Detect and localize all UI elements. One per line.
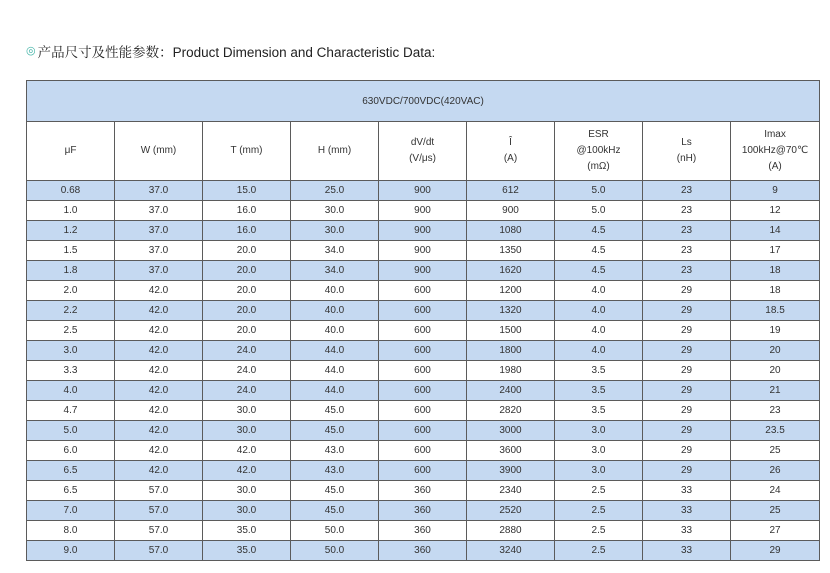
table-cell: 600 bbox=[379, 341, 467, 361]
table-cell: 1.0 bbox=[27, 201, 115, 221]
table-cell: 29 bbox=[731, 541, 820, 561]
table-cell: 20.0 bbox=[203, 241, 291, 261]
table-cell: 20.0 bbox=[203, 321, 291, 341]
table-cell: 29 bbox=[643, 401, 731, 421]
table-cell: 44.0 bbox=[291, 381, 379, 401]
table-body bbox=[27, 181, 820, 561]
table-cell: 3.3 bbox=[27, 361, 115, 381]
table-cell: 16.0 bbox=[203, 221, 291, 241]
table-cell: 20 bbox=[731, 361, 820, 381]
table-cell: 33 bbox=[643, 521, 731, 541]
table-cell: 4.5 bbox=[555, 261, 643, 281]
table-cell: 29 bbox=[643, 341, 731, 361]
table-cell: 33 bbox=[643, 481, 731, 501]
section-heading bbox=[26, 41, 435, 61]
table-cell: 18 bbox=[731, 281, 820, 301]
table-cell: 5.0 bbox=[555, 201, 643, 221]
table-cell: 42.0 bbox=[203, 461, 291, 481]
table-cell: 20.0 bbox=[203, 301, 291, 321]
table-cell: 42.0 bbox=[203, 441, 291, 461]
table-row bbox=[27, 541, 820, 561]
table-cell: 360 bbox=[379, 521, 467, 541]
table-cell: 7.0 bbox=[27, 501, 115, 521]
column-header-line: (nH) bbox=[676, 153, 697, 164]
table-row bbox=[27, 441, 820, 461]
column-header-line: W (mm) bbox=[140, 145, 177, 156]
table-cell: 37.0 bbox=[115, 261, 203, 281]
table-row bbox=[27, 281, 820, 301]
table-cell: 43.0 bbox=[291, 441, 379, 461]
table-cell: 57.0 bbox=[115, 521, 203, 541]
table-cell: 612 bbox=[467, 181, 555, 201]
table-row bbox=[27, 261, 820, 281]
table-cell: 23 bbox=[643, 221, 731, 241]
table-cell: 3.0 bbox=[27, 341, 115, 361]
column-header bbox=[203, 122, 291, 181]
table-cell: 1.5 bbox=[27, 241, 115, 261]
table-row bbox=[27, 381, 820, 401]
table-cell: 2400 bbox=[467, 381, 555, 401]
table-cell: 8.0 bbox=[27, 521, 115, 541]
table-cell: 600 bbox=[379, 301, 467, 321]
table-cell: 29 bbox=[643, 361, 731, 381]
table-cell: 1.2 bbox=[27, 221, 115, 241]
table-row bbox=[27, 181, 820, 201]
table-cell: 23 bbox=[643, 181, 731, 201]
table-cell: 6.5 bbox=[27, 461, 115, 481]
column-header-line: T (mm) bbox=[230, 145, 263, 156]
table-cell: 3.5 bbox=[555, 361, 643, 381]
table-cell: 23 bbox=[643, 201, 731, 221]
table-title: 630VDC/700VDC(420VAC) bbox=[27, 81, 820, 122]
table-cell: 45.0 bbox=[291, 501, 379, 521]
column-header-line: (V/μs) bbox=[409, 153, 436, 164]
table-cell: 2.5 bbox=[555, 521, 643, 541]
bullet-icon: ◎ bbox=[26, 44, 36, 57]
table-row bbox=[27, 461, 820, 481]
table-cell: 29 bbox=[643, 421, 731, 441]
table-cell: 600 bbox=[379, 461, 467, 481]
table-cell: 3.0 bbox=[555, 441, 643, 461]
section-heading-text: 产品尺寸及性能参数：Product Dimension and Characteristic Data: bbox=[37, 45, 436, 60]
table-cell: 1620 bbox=[467, 261, 555, 281]
table-cell: 45.0 bbox=[291, 421, 379, 441]
table-cell: 4.7 bbox=[27, 401, 115, 421]
table-cell: 27 bbox=[731, 521, 820, 541]
table-cell: 42.0 bbox=[115, 461, 203, 481]
table-cell: 25.0 bbox=[291, 181, 379, 201]
table-cell: 24.0 bbox=[203, 381, 291, 401]
table-cell: 20 bbox=[731, 341, 820, 361]
table-cell: 1080 bbox=[467, 221, 555, 241]
table-cell: 900 bbox=[379, 241, 467, 261]
column-header-line: (mΩ) bbox=[587, 161, 610, 172]
column-header bbox=[379, 122, 467, 181]
table-cell: 29 bbox=[643, 441, 731, 461]
table-cell: 26 bbox=[731, 461, 820, 481]
table-cell: 4.0 bbox=[555, 341, 643, 361]
table-row bbox=[27, 421, 820, 441]
table-cell: 6.5 bbox=[27, 481, 115, 501]
column-header bbox=[643, 122, 731, 181]
table-cell: 600 bbox=[379, 381, 467, 401]
table-cell: 1350 bbox=[467, 241, 555, 261]
table-cell: 900 bbox=[379, 261, 467, 281]
column-header-line: (A) bbox=[768, 161, 782, 172]
table-cell: 17 bbox=[731, 241, 820, 261]
spec-table bbox=[26, 80, 820, 561]
column-header bbox=[731, 122, 820, 181]
table-cell: 44.0 bbox=[291, 341, 379, 361]
table-cell: 33 bbox=[643, 501, 731, 521]
table-cell: 3900 bbox=[467, 461, 555, 481]
column-header-line: (A) bbox=[503, 153, 518, 164]
column-header-line: ESR bbox=[588, 129, 609, 140]
table-cell: 1980 bbox=[467, 361, 555, 381]
table-cell: 23 bbox=[643, 261, 731, 281]
table-row bbox=[27, 401, 820, 421]
table-cell: 42.0 bbox=[115, 441, 203, 461]
table-cell: 16.0 bbox=[203, 201, 291, 221]
table-cell: 43.0 bbox=[291, 461, 379, 481]
table-cell: 23.5 bbox=[731, 421, 820, 441]
table-cell: 24.0 bbox=[203, 361, 291, 381]
column-header-row bbox=[27, 122, 820, 181]
table-cell: 42.0 bbox=[115, 321, 203, 341]
table-cell: 1200 bbox=[467, 281, 555, 301]
table-cell: 30.0 bbox=[203, 401, 291, 421]
table-cell: 30.0 bbox=[291, 201, 379, 221]
table-cell: 30.0 bbox=[203, 481, 291, 501]
column-header bbox=[291, 122, 379, 181]
table-row bbox=[27, 241, 820, 261]
table-row bbox=[27, 341, 820, 361]
table-cell: 600 bbox=[379, 361, 467, 381]
table-cell: 4.0 bbox=[555, 281, 643, 301]
table-cell: 29 bbox=[643, 301, 731, 321]
table-cell: 57.0 bbox=[115, 481, 203, 501]
table-cell: 40.0 bbox=[291, 281, 379, 301]
table-cell: 37.0 bbox=[115, 181, 203, 201]
column-header bbox=[27, 122, 115, 181]
table-cell: 4.5 bbox=[555, 221, 643, 241]
table-cell: 4.0 bbox=[555, 301, 643, 321]
table-cell: 18 bbox=[731, 261, 820, 281]
table-cell: 14 bbox=[731, 221, 820, 241]
table-cell: 30.0 bbox=[203, 501, 291, 521]
table-cell: 34.0 bbox=[291, 241, 379, 261]
table-cell: 44.0 bbox=[291, 361, 379, 381]
table-row bbox=[27, 501, 820, 521]
table-cell: 1320 bbox=[467, 301, 555, 321]
table-cell: 33 bbox=[643, 541, 731, 561]
column-header-line: Imax bbox=[764, 129, 786, 140]
table-cell: 23 bbox=[643, 241, 731, 261]
table-cell: 5.0 bbox=[27, 421, 115, 441]
table-cell: 3.5 bbox=[555, 381, 643, 401]
table-cell: 3600 bbox=[467, 441, 555, 461]
table-cell: 57.0 bbox=[115, 541, 203, 561]
column-header-line: dV/dt bbox=[410, 137, 435, 148]
table-cell: 9 bbox=[731, 181, 820, 201]
table-cell: 29 bbox=[643, 461, 731, 481]
table-cell: 24.0 bbox=[203, 341, 291, 361]
table-cell: 50.0 bbox=[291, 521, 379, 541]
table-cell: 40.0 bbox=[291, 321, 379, 341]
table-cell: 2.0 bbox=[27, 281, 115, 301]
table-cell: 4.0 bbox=[555, 321, 643, 341]
table-cell: 42.0 bbox=[115, 281, 203, 301]
table-cell: 0.68 bbox=[27, 181, 115, 201]
table-cell: 2.5 bbox=[555, 501, 643, 521]
table-cell: 23 bbox=[731, 401, 820, 421]
table-cell: 29 bbox=[643, 321, 731, 341]
table-cell: 4.0 bbox=[27, 381, 115, 401]
table-cell: 37.0 bbox=[115, 221, 203, 241]
table-cell: 42.0 bbox=[115, 421, 203, 441]
table-cell: 2340 bbox=[467, 481, 555, 501]
table-cell: 4.5 bbox=[555, 241, 643, 261]
table-cell: 1500 bbox=[467, 321, 555, 341]
table-cell: 45.0 bbox=[291, 401, 379, 421]
table-cell: 600 bbox=[379, 401, 467, 421]
table-cell: 30.0 bbox=[291, 221, 379, 241]
column-header-line: μF bbox=[64, 145, 77, 156]
table-row bbox=[27, 361, 820, 381]
column-header-line: Ls bbox=[681, 137, 692, 148]
table-cell: 45.0 bbox=[291, 481, 379, 501]
table-cell: 360 bbox=[379, 541, 467, 561]
table-cell: 40.0 bbox=[291, 301, 379, 321]
table-cell: 20.0 bbox=[203, 261, 291, 281]
table-cell: 37.0 bbox=[115, 201, 203, 221]
table-cell: 2.5 bbox=[555, 541, 643, 561]
table-cell: 18.5 bbox=[731, 301, 820, 321]
table-cell: 3000 bbox=[467, 421, 555, 441]
table-cell: 2820 bbox=[467, 401, 555, 421]
column-header bbox=[115, 122, 203, 181]
table-cell: 2520 bbox=[467, 501, 555, 521]
table-cell: 12 bbox=[731, 201, 820, 221]
column-header bbox=[467, 122, 555, 181]
table-cell: 21 bbox=[731, 381, 820, 401]
table-cell: 9.0 bbox=[27, 541, 115, 561]
table-cell: 42.0 bbox=[115, 361, 203, 381]
table-cell: 5.0 bbox=[555, 181, 643, 201]
table-row bbox=[27, 201, 820, 221]
table-row bbox=[27, 301, 820, 321]
table-cell: 600 bbox=[379, 441, 467, 461]
table-cell: 600 bbox=[379, 421, 467, 441]
table-cell: 2.5 bbox=[27, 321, 115, 341]
table-cell: 3.0 bbox=[555, 461, 643, 481]
table-cell: 360 bbox=[379, 501, 467, 521]
table-cell: 2.5 bbox=[555, 481, 643, 501]
table-cell: 37.0 bbox=[115, 241, 203, 261]
table-cell: 42.0 bbox=[115, 401, 203, 421]
table-row bbox=[27, 521, 820, 541]
table-cell: 20.0 bbox=[203, 281, 291, 301]
table-cell: 900 bbox=[379, 221, 467, 241]
table-cell: 42.0 bbox=[115, 341, 203, 361]
table-cell: 3240 bbox=[467, 541, 555, 561]
table-row bbox=[27, 481, 820, 501]
table-cell: 2.2 bbox=[27, 301, 115, 321]
table-cell: 15.0 bbox=[203, 181, 291, 201]
table-cell: 35.0 bbox=[203, 521, 291, 541]
table-cell: 35.0 bbox=[203, 541, 291, 561]
table-cell: 1800 bbox=[467, 341, 555, 361]
column-header-line: 100kHz@70℃ bbox=[741, 145, 809, 156]
table-row bbox=[27, 321, 820, 341]
table-cell: 1.8 bbox=[27, 261, 115, 281]
column-header bbox=[555, 122, 643, 181]
table-cell: 360 bbox=[379, 481, 467, 501]
table-cell: 2880 bbox=[467, 521, 555, 541]
table-cell: 900 bbox=[467, 201, 555, 221]
table-cell: 24 bbox=[731, 481, 820, 501]
table-cell: 50.0 bbox=[291, 541, 379, 561]
table-cell: 34.0 bbox=[291, 261, 379, 281]
table-cell: 3.0 bbox=[555, 421, 643, 441]
table-cell: 900 bbox=[379, 181, 467, 201]
table-cell: 6.0 bbox=[27, 441, 115, 461]
table-cell: 29 bbox=[643, 381, 731, 401]
table-cell: 3.5 bbox=[555, 401, 643, 421]
table-cell: 600 bbox=[379, 321, 467, 341]
table-cell: 30.0 bbox=[203, 421, 291, 441]
table-cell: 600 bbox=[379, 281, 467, 301]
table-cell: 19 bbox=[731, 321, 820, 341]
table-cell: 25 bbox=[731, 441, 820, 461]
table-cell: 57.0 bbox=[115, 501, 203, 521]
table-cell: 900 bbox=[379, 201, 467, 221]
table-cell: 25 bbox=[731, 501, 820, 521]
table-row bbox=[27, 221, 820, 241]
column-header-line: H (mm) bbox=[317, 145, 352, 156]
table-cell: 29 bbox=[643, 281, 731, 301]
column-header-line: Î bbox=[509, 137, 512, 148]
table-cell: 42.0 bbox=[115, 301, 203, 321]
table-cell: 42.0 bbox=[115, 381, 203, 401]
column-header-line: @100kHz bbox=[576, 145, 621, 156]
